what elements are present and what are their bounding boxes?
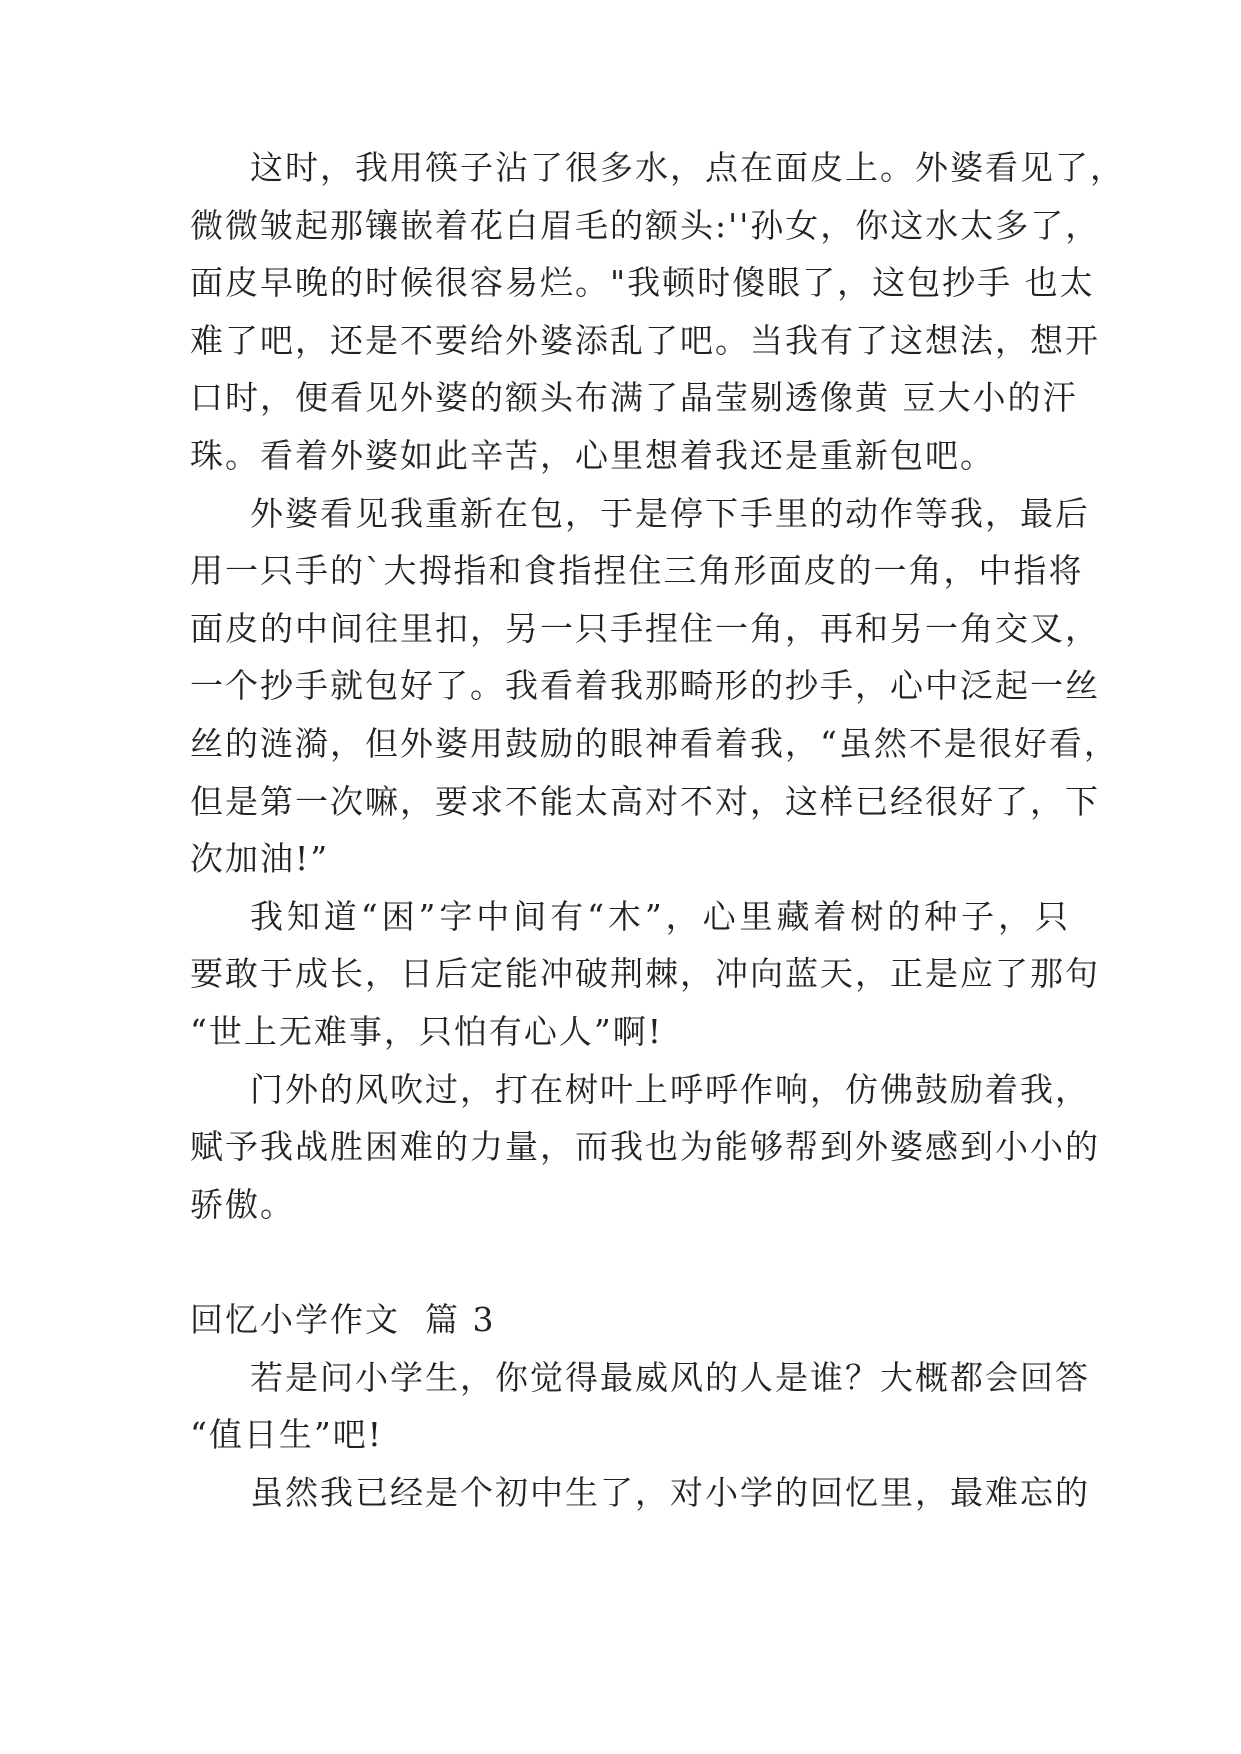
text-line: 难了吧，还是不要给外婆添乱了吧。当我有了这想法，想开 bbox=[190, 320, 1100, 360]
text-line: 门外的风吹过，打在树叶上呼呼作响，仿佛鼓励着我， bbox=[250, 1069, 1090, 1109]
blank-line bbox=[190, 1232, 1070, 1292]
text-line: 面皮的中间往里扣，另一只手捏住一角，再和另一角交叉， bbox=[190, 608, 1100, 648]
text-line: 面皮早晚的时候很容易烂。"我顿时傻眼了，这包抄手 也太 bbox=[190, 263, 1095, 303]
text-line: 要敢于成长，日后定能冲破荆棘，冲向蓝天，正是应了那句 bbox=[190, 954, 1100, 994]
text-line: “值日生”吧! bbox=[190, 1415, 384, 1455]
text-line: 若是问小学生，你觉得最威风的人是谁？大概都会回答 bbox=[250, 1357, 1090, 1397]
text-line: 次加油!” bbox=[190, 839, 330, 879]
text-line: 微微皱起那镶嵌着花白眉毛的额头:''孙女，你这水太多了， bbox=[190, 205, 1101, 245]
text-line: 外婆看见我重新在包，于是停下手里的动作等我，最后 bbox=[250, 493, 1090, 533]
text-line: 丝的涟漪，但外婆用鼓励的眼神看着我，“虽然不是很好看， bbox=[190, 724, 1119, 763]
text-line: 珠。看着外婆如此辛苦，心里想着我还是重新包吧。 bbox=[190, 436, 995, 475]
text-line: 赋予我战胜困难的力量，而我也为能够帮到外婆感到小小的 bbox=[190, 1127, 1100, 1167]
text-line: 虽然我已经是个初中生了，对小学的回忆里，最难忘的 bbox=[250, 1472, 1090, 1512]
text-line: 但是第一次嘛，要求不能太高对不对，这样已经很好了，下 bbox=[190, 781, 1100, 821]
text-line: 我知道“困”字中间有“木”，心里藏着树的种子，只 bbox=[250, 896, 1070, 936]
text-line: “世上无难事，只怕有心人”啊! bbox=[190, 1012, 664, 1051]
text-line: 用一只手的`大拇指和食指捏住三角形面皮的一角，中指将 bbox=[190, 551, 1084, 591]
text-line: 一个抄手就包好了。我看着我那畸形的抄手，心中泛起一丝 bbox=[190, 666, 1100, 706]
text-line: 口时，便看见外婆的额头布满了晶莹剔透像黄 豆大小的汗 bbox=[190, 378, 1078, 418]
section-heading: 回忆小学作文 篇 3 bbox=[190, 1300, 496, 1339]
text-line: 这时，我用筷子沾了很多水，点在面皮上。外婆看见了， bbox=[250, 148, 1125, 187]
text-line: 骄傲。 bbox=[190, 1184, 295, 1224]
